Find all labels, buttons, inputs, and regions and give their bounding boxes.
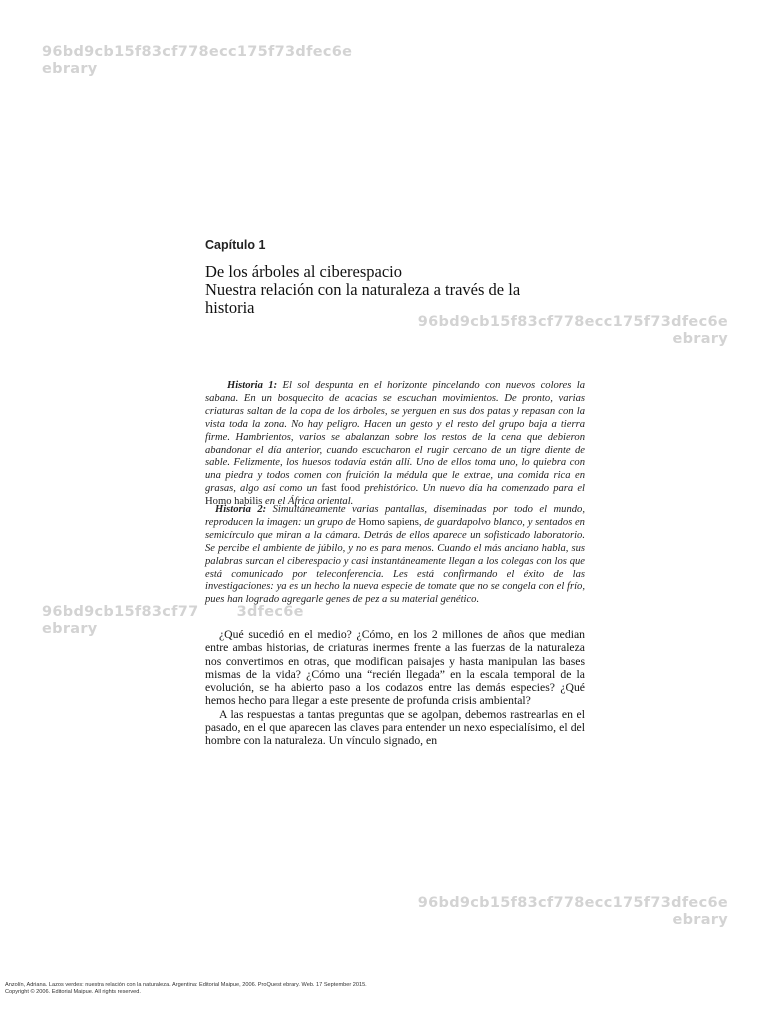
body-paragraph: A las respuestas a tantas preguntas que se agolpan, debemos rastrearlas en el pasado, en el que aparecen las claves para entender un nexo especialísimo, el del hombre con la naturaleza. Un vínculo signado, en	[205, 707, 585, 748]
watermark-brand: ebrary	[672, 331, 728, 347]
chapter-subtitle-line: historia	[205, 298, 255, 317]
watermark-brand: ebrary	[42, 61, 98, 77]
chapter-subtitle-line: Nuestra relación con la naturaleza a través de la	[205, 280, 521, 299]
story-2-paragraph	[205, 504, 585, 607]
copyright-text: Copyright © 2006. Editorial Maipue. All rights reserved.	[5, 988, 141, 995]
watermark-hash: 96bd9cb15f83cf778ecc175f73dfec6e	[417, 895, 728, 911]
chapter-label: Capítulo 1	[205, 238, 266, 252]
watermark-hash-start: 96bd9cb15f83cf77	[42, 604, 199, 620]
story-term: fast food	[321, 483, 361, 495]
watermark-bottom-right	[400, 895, 728, 929]
story-text: prehistórico. Un nuevo día ha comenzado para el	[360, 483, 585, 495]
body-text	[205, 628, 585, 748]
watermark-hash: 96bd9cb15f83cf778ecc175f73dfec6e	[42, 44, 353, 60]
watermark-hash: 96bd9cb15f83cf778ecc175f73dfec6e	[417, 314, 728, 330]
chapter-title-line: De los árboles al ciberespacio	[205, 262, 403, 281]
story-1-label: Historia 1:	[227, 380, 278, 391]
story-term: Homo sapiens	[358, 516, 419, 528]
watermark-brand: ebrary	[672, 912, 728, 928]
body-paragraph: ¿Qué sucedió en el medio? ¿Cómo, en los 2 millones de años que median entre ambas historias, de criaturas inermes frente a las fuerzas de la naturaleza nos convertimos en otras, que modifican paisajes y hasta manipulan las bases mismas de la vida? ¿Cómo una “recién llegada” en la escala temporal de la evolución, se ha abierto paso a los codazos entre las demás especies? ¿Qué hemos hecho para llegar a este presente de profunda crisis ambiental?	[205, 628, 585, 708]
story-text: El sol despunta en el horizonte pincelando con nuevos colores la sabana. En un bosquecito de acacias se escuchan movimientos. De pronto, varias criaturas saltan de la copa de los árboles, se yerguen en sus dos patas y repasan con la vista toda la zona. No hay peligro. Hacen un gesto y el resto del grupo baja a tierra firme. Hambrientos, varios se abalanzan sobre los restos de la cena que debieron abandonar el día anterior, cuando escucharon el rugir cercano de un tigre diente de sable. Felizmente, los huesos todavía están allí. Uno de ellos toma uno, lo quiebra con una piedra y todos comen con fruición la médula que le extrae, una comida rica en grasas, algo así como un	[205, 380, 585, 495]
story-text: Simultáneamente varias pantallas, diseminadas por todo el mundo, reproducen la imagen: un grupo de	[205, 504, 585, 528]
story-text: en el África oriental.	[262, 496, 354, 508]
citation-text: Anzolín, Adriana. Lazos verdes: nuestra relación con la naturaleza. Argentina: Editorial Maipue, 2006. ProQuest ebrary. Web. 17 September 2015.	[5, 982, 367, 988]
watermark-brand: ebrary	[42, 621, 98, 637]
watermark-top-left	[42, 44, 352, 78]
chapter-title	[205, 263, 585, 317]
story-1-paragraph	[205, 380, 585, 509]
page-footer	[5, 982, 367, 995]
story-term: Homo habilis	[205, 496, 263, 508]
watermark-mid-right	[400, 314, 728, 348]
watermark-hash-tail: 3dfec6e	[236, 604, 304, 620]
story-2-label: Historia 2:	[215, 504, 267, 515]
story-text: , de guardapolvo blanco, y sentados en semicírculo que miran a la cámara. Detrás de ellos aparece un sofisticado laboratorio. Se percibe el ambiente de júbilo, y no es para menos. Cuando el más anciano habla, sus palabras surcan el ciberespacio y casi instantáneamente llegan a los colegas con los que está comunicado por teleconferencia. Les está confirmando el éxito de las investigaciones: ya es un hecho la nueva especie de tomate que no se congela con el frío, pues han logrado agregarle genes de pez a su material genético.	[205, 516, 585, 606]
